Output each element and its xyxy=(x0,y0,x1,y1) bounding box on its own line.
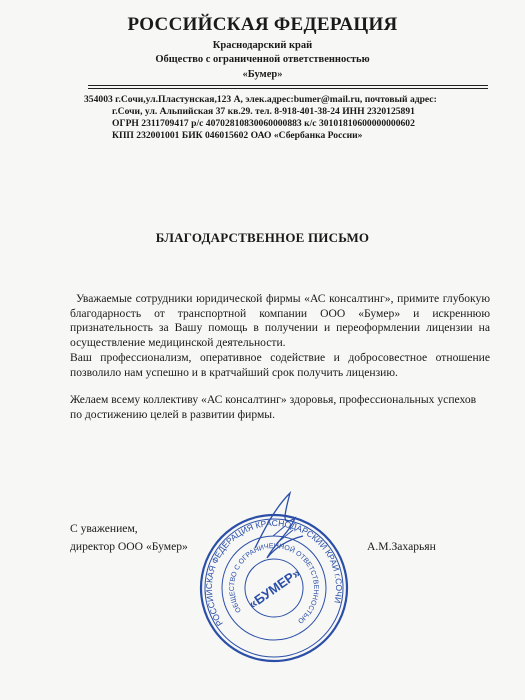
letter-paragraph: Желаем всему коллективу «АС консалтинг» здоровья, профессиональных успехов по достижению целей в развитии фирмы. xyxy=(70,393,477,421)
header-company-name: «Бумер» xyxy=(242,69,283,80)
signer-position: директор ООО «Бумер» xyxy=(70,540,188,553)
letter-paragraph: Ваш профессионализм, оперативное содействие и добросовестное отношение позволило нам успешно и в кратчайший срок получить лицензию. xyxy=(70,351,490,379)
signer-name: А.М.Захарьян xyxy=(367,540,436,553)
stamp-outer-text: РОССИЙСКАЯ ФЕДЕРАЦИЯ КРАСНОДАРСКИЙ КРАЙ г.СОЧИ xyxy=(203,517,345,628)
letter-title: БЛАГОДАРСТВЕННОЕ ПИСЬМО xyxy=(155,230,370,245)
closing-text: С уважением, xyxy=(70,522,138,535)
header-region: Краснодарский край xyxy=(212,40,313,51)
requisites-line: ОГРН 2311709417 р/с 40702810830060000883 к/с 30101810600000000602 xyxy=(112,118,415,129)
letter-paragraph: Уважаемые сотрудники юридической фирмы «АС консалтинг», примите глубокую благодарность от транспортной компании ООО «Бумер» и искреннюю признательность за Вашу помощь в получении и переоформлении лицензии на осуществление медицинской деятельности. xyxy=(70,292,490,349)
requisites-line: КПП 232001001 БИК 046015602 ОАО «Сбербанка России» xyxy=(112,130,363,141)
requisites-line: г.Сочи, ул. Альпийская 37 кв.29. тел. 8-918-401-38-24 ИНН 2320125891 xyxy=(112,106,415,117)
header-divider xyxy=(88,88,488,89)
stamp-inner-text: ОБЩЕСТВО С ОГРАНИЧЕННОЙ ОТВЕТСТВЕННОСТЬЮ xyxy=(228,542,320,625)
header-country: РОССИЙСКАЯ ФЕДЕРАЦИЯ xyxy=(127,14,398,35)
stamp-center-text: «БУМЕР» xyxy=(245,565,304,612)
header-company-type: Общество с ограниченной ответственностью xyxy=(155,54,370,65)
requisites-line: 354003 г.Сочи,ул.Пластунская,123 А, элек.адрес:bumer@mail.ru, почтовый адрес: xyxy=(84,94,437,105)
company-stamp xyxy=(198,512,350,664)
header-divider xyxy=(88,85,488,86)
